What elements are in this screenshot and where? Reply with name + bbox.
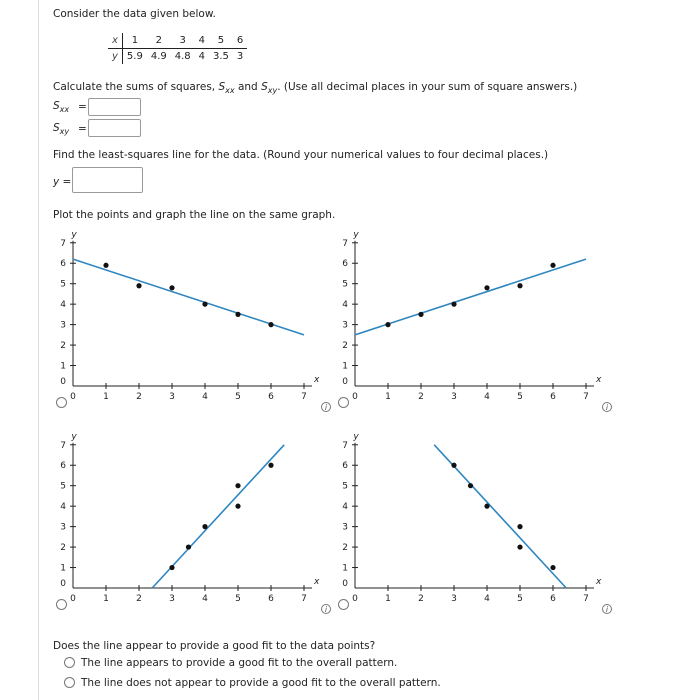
intro-text: Consider the data given below. (53, 8, 216, 20)
y-tick-label: 2 (60, 341, 66, 352)
fit-bad-radio[interactable] (64, 677, 75, 688)
y-cell: 4.9 (150, 51, 167, 62)
y-origin-label: 0 (342, 579, 348, 589)
least-squares-y-label: y = (53, 176, 72, 188)
y-tick-label: 5 (342, 481, 348, 492)
data-point (235, 483, 240, 488)
graph-bottom-right-radio[interactable] (338, 599, 349, 610)
y-tick-label: 7 (60, 238, 66, 249)
x-axis-label: x (314, 375, 320, 385)
x-tick-label: 3 (169, 594, 175, 604)
y-tick-label: 3 (342, 522, 348, 533)
x-tick-label: 7 (583, 392, 589, 402)
data-point (186, 544, 191, 549)
x-origin-label: 0 (70, 392, 76, 402)
sxx-equals: = (78, 101, 87, 113)
x-tick-label: 3 (451, 594, 457, 604)
y-origin-label: 0 (342, 377, 348, 387)
y-axis-label: y (71, 431, 77, 442)
x-row-label: x (108, 33, 122, 49)
data-point (103, 263, 108, 268)
sxy-equals: = (78, 123, 87, 135)
x-cell: 4 (195, 33, 209, 49)
x-tick-label: 5 (517, 594, 523, 604)
x-tick-label: 3 (169, 392, 175, 402)
data-point (268, 463, 273, 468)
sxy-label: $S_{xy}$ (53, 122, 70, 136)
y-origin-label: 0 (60, 579, 66, 589)
x-tick-label: 6 (550, 594, 556, 604)
data-point (451, 302, 456, 307)
y-axis-label: y (353, 431, 359, 442)
data-point (550, 565, 555, 570)
y-origin-label: 0 (60, 377, 66, 387)
fit-question: Does the line appear to provide a good fit to the data points? (53, 640, 376, 652)
data-point (385, 322, 390, 327)
y-tick-label: 2 (342, 543, 348, 554)
fit-good-radio[interactable] (64, 657, 75, 668)
least-squares-input[interactable] (72, 167, 143, 193)
data-point (202, 524, 207, 529)
x-tick-label: 2 (136, 594, 142, 604)
data-table (108, 33, 247, 64)
plot-prompt: Plot the points and graph the line on the same graph. (53, 209, 336, 221)
graph-top-left (45, 228, 335, 418)
x-origin-label: 0 (70, 594, 76, 604)
y-tick-label: 5 (60, 279, 66, 290)
y-cell: 4.8 (174, 51, 191, 62)
y-tick-label: 5 (342, 279, 348, 290)
x-tick-label: 7 (583, 594, 589, 604)
data-point (169, 565, 174, 570)
graph-bottom-left-radio[interactable] (56, 599, 67, 610)
y-tick-label: 2 (342, 341, 348, 352)
graph-bottom-left (45, 430, 335, 620)
graph-top-right (327, 228, 617, 418)
x-tick-label: 7 (301, 594, 307, 604)
y-tick-label: 7 (342, 238, 348, 249)
x-axis-label: x (596, 577, 602, 587)
data-point (202, 302, 207, 307)
y-tick-label: 3 (60, 320, 66, 331)
fit-good-label[interactable]: The line appears to provide a good fit to the overall pattern. (81, 657, 398, 669)
data-point (451, 463, 456, 468)
x-tick-label: 3 (451, 392, 457, 402)
x-tick-label: 5 (517, 392, 523, 402)
x-tick-label: 4 (484, 392, 490, 402)
x-tick-label: 7 (301, 392, 307, 402)
y-tick-label: 1 (60, 563, 66, 574)
y-tick-label: 4 (342, 300, 348, 311)
x-cell: 1 (122, 33, 146, 49)
y-cell: 4 (198, 51, 206, 62)
x-axis-label: x (596, 375, 602, 385)
y-tick-label: 6 (60, 461, 66, 472)
y-tick-label: 2 (60, 543, 66, 554)
data-point (517, 544, 522, 549)
y-tick-label: 4 (60, 300, 66, 311)
y-tick-label: 7 (60, 440, 66, 451)
x-origin-label: 0 (352, 392, 358, 402)
sxx-label: $S_{xx}$ (53, 100, 70, 114)
x-tick-label: 4 (202, 594, 208, 604)
data-point (235, 504, 240, 509)
x-tick-label: 4 (202, 392, 208, 402)
y-tick-label: 6 (60, 259, 66, 270)
data-point (468, 483, 473, 488)
data-point (418, 312, 423, 317)
x-tick-label: 1 (103, 392, 109, 402)
x-tick-label: 1 (385, 392, 391, 402)
x-cell: 3 (171, 33, 195, 49)
y-tick-label: 7 (342, 440, 348, 451)
y-tick-label: 3 (60, 522, 66, 533)
graph-top-left-radio[interactable] (56, 397, 67, 408)
sxx-input[interactable] (88, 98, 141, 116)
graph-bottom-right-info-icon[interactable]: i (602, 604, 612, 614)
y-cell: 3 (236, 51, 244, 62)
y-tick-label: 1 (342, 563, 348, 574)
x-origin-label: 0 (352, 594, 358, 604)
y-tick-label: 3 (342, 320, 348, 331)
y-tick-label: 6 (342, 259, 348, 270)
x-tick-label: 4 (484, 594, 490, 604)
y-row-label: y (108, 49, 122, 65)
x-cell: 5 (209, 33, 233, 49)
x-tick-label: 6 (550, 392, 556, 402)
y-axis-label: y (71, 229, 77, 240)
x-tick-label: 1 (103, 594, 109, 604)
x-tick-label: 1 (385, 594, 391, 604)
y-tick-label: 6 (342, 461, 348, 472)
graph-bottom-right (327, 430, 617, 620)
x-axis-label: x (314, 577, 320, 587)
x-tick-label: 5 (235, 392, 241, 402)
x-tick-label: 6 (268, 392, 274, 402)
data-point (235, 312, 240, 317)
y-tick-label: 1 (60, 361, 66, 372)
x-tick-label: 2 (418, 392, 424, 402)
graph-top-right-info-icon[interactable]: i (602, 402, 612, 412)
data-point (169, 285, 174, 290)
x-cell: 2 (147, 33, 171, 49)
data-point (484, 504, 489, 509)
x-cell: 6 (233, 33, 247, 49)
data-point (517, 524, 522, 529)
graph-bottom-left-info-icon[interactable]: i (321, 604, 331, 614)
y-cell: 3.5 (213, 51, 229, 62)
y-tick-label: 4 (60, 502, 66, 513)
graph-top-right-radio[interactable] (338, 397, 349, 408)
y-tick-label: 5 (60, 481, 66, 492)
x-tick-label: 5 (235, 594, 241, 604)
y-axis-label: y (353, 229, 359, 240)
data-point (268, 322, 273, 327)
y-tick-label: 4 (342, 502, 348, 513)
y-cell: 5.9 (126, 51, 143, 62)
x-tick-label: 2 (418, 594, 424, 604)
sxy-input[interactable] (88, 119, 141, 137)
least-squares-prompt: Find the least-squares line for the data. (Round your numerical values to four decimal places.) (53, 149, 549, 161)
data-point (136, 283, 141, 288)
data-point (484, 285, 489, 290)
graph-top-left-info-icon[interactable]: i (321, 402, 331, 412)
data-point (550, 263, 555, 268)
x-tick-label: 6 (268, 594, 274, 604)
y-tick-label: 1 (342, 361, 348, 372)
sums-of-squares-prompt: Calculate the sums of squares, $S_{xx}$ and $S_{xy}$. (Use all decimal places in your sum of square answers.) (53, 81, 578, 95)
fit-bad-label[interactable]: The line does not appear to provide a good fit to the overall pattern. (81, 677, 441, 689)
x-tick-label: 2 (136, 392, 142, 402)
data-point (517, 283, 522, 288)
